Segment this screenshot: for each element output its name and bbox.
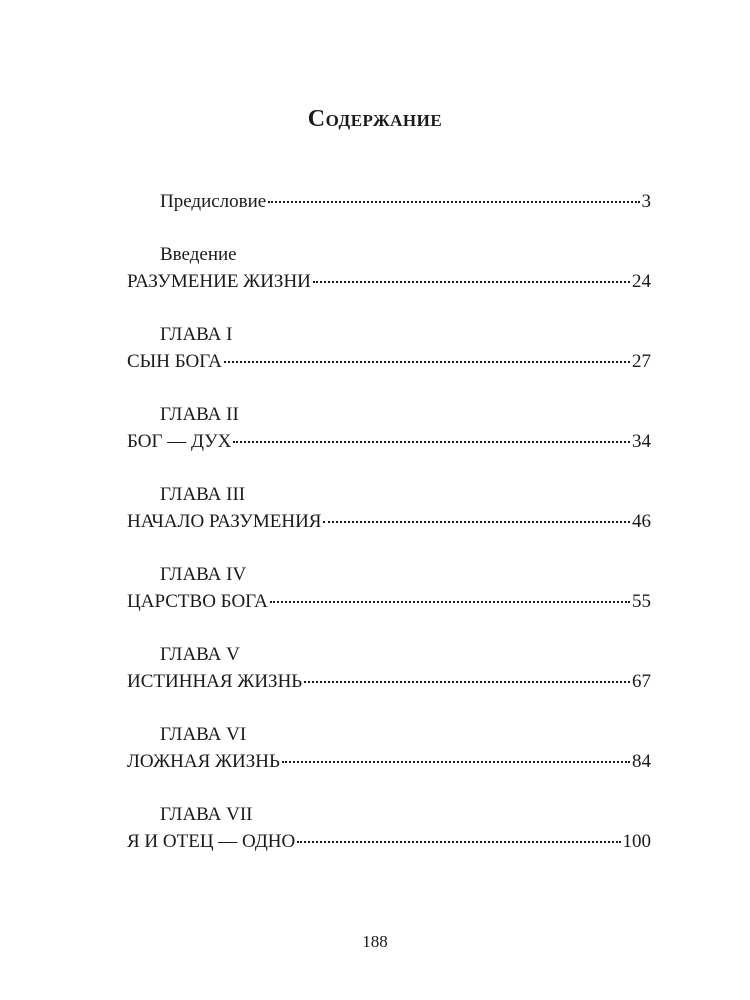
- page-title: Содержание: [307, 106, 443, 132]
- toc-entry-preface[interactable]: [160, 190, 651, 214]
- chapter-heading: ГЛАВА V: [160, 644, 240, 665]
- toc-entry-title: ИСТИННАЯ ЖИЗНЬ: [127, 671, 303, 692]
- chapter-heading: ГЛАВА VII: [160, 804, 253, 825]
- chapter-heading: ГЛАВА I: [160, 324, 233, 345]
- dot-leader: [304, 679, 630, 683]
- dot-leader: [268, 199, 639, 203]
- toc-entry-title: Предисловие: [160, 191, 267, 212]
- toc-page-number: 100: [622, 831, 651, 852]
- toc-entry-title: БОГ — ДУХ: [127, 431, 232, 452]
- chapter-heading: Введение: [160, 244, 237, 265]
- toc-entry-title: СЫН БОГА: [127, 351, 222, 372]
- toc-page-number: 3: [641, 191, 651, 212]
- dot-leader: [224, 359, 630, 363]
- toc-line: [127, 750, 651, 774]
- toc-entry-title: Я И ОТЕЦ — ОДНО: [127, 831, 296, 852]
- toc-page-number: 67: [632, 671, 651, 692]
- toc-page-number: 34: [632, 431, 651, 452]
- dot-leader: [323, 519, 630, 523]
- toc-line: [127, 510, 651, 534]
- chapter-heading: ГЛАВА III: [160, 484, 246, 505]
- toc-page-number: 46: [632, 511, 651, 532]
- toc-line: [127, 270, 651, 294]
- toc-line: [127, 830, 651, 854]
- toc-line: [127, 670, 651, 694]
- dot-leader: [233, 439, 630, 443]
- toc-page-number: 24: [632, 271, 651, 292]
- dot-leader: [297, 839, 620, 843]
- toc-page-number: 84: [632, 751, 651, 772]
- toc-entry-title: ЛОЖНАЯ ЖИЗНЬ: [127, 751, 280, 772]
- toc-entry-title: ЦАРСТВО БОГА: [127, 591, 268, 612]
- dot-leader: [270, 599, 630, 603]
- chapter-heading: ГЛАВА IV: [160, 564, 247, 585]
- dot-leader: [282, 759, 630, 763]
- toc-line: [127, 590, 651, 614]
- toc-entry-title: НАЧАЛО РАЗУМЕНИЯ: [127, 511, 322, 532]
- chapter-heading: ГЛАВА II: [160, 404, 239, 425]
- toc-line: [127, 430, 651, 454]
- toc-entry-title: РАЗУМЕНИЕ ЖИЗНИ: [127, 271, 311, 292]
- page-number: 188: [362, 932, 388, 951]
- toc-page-number: 27: [632, 351, 651, 372]
- chapter-heading: ГЛАВА VI: [160, 724, 247, 745]
- dot-leader: [313, 279, 630, 283]
- toc-line: [127, 350, 651, 374]
- toc-page-number: 55: [632, 591, 651, 612]
